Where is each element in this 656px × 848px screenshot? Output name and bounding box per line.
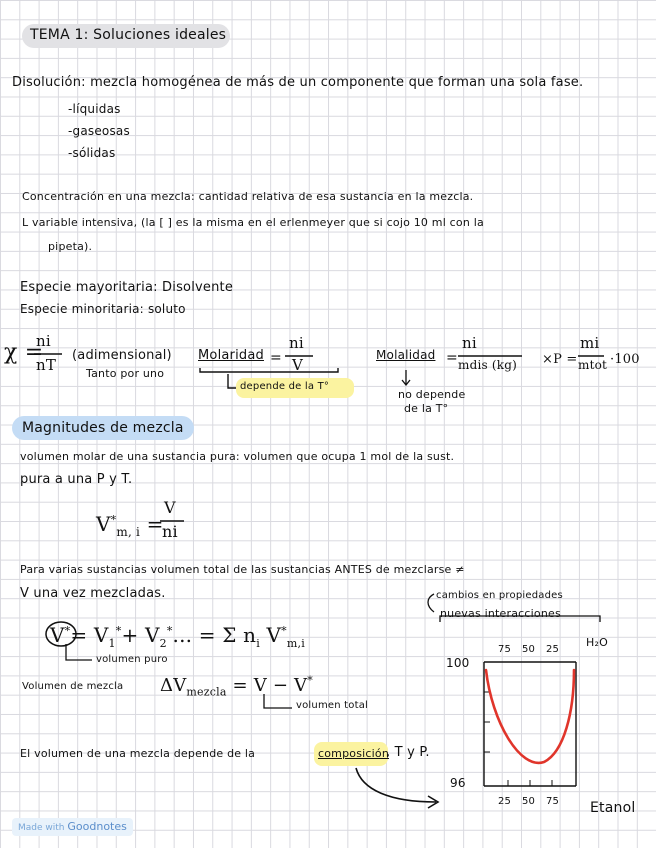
molaridad-numerator: ni: [289, 334, 304, 352]
type-solidas: -sólidas: [68, 146, 116, 160]
no-depende: no depende: [398, 388, 466, 401]
page-title: TEMA 1: Soluciones ideales: [30, 27, 227, 43]
molaridad-equals: =: [270, 350, 282, 366]
volume-composition-graph: [480, 652, 580, 792]
tanto-por-uno-note: Tanto por uno: [86, 367, 165, 380]
composicion-word: composición: [318, 747, 389, 760]
depende-line-post: , T y P.: [386, 745, 430, 760]
molalidad-label: Molalidad: [376, 348, 436, 362]
molalidad-numerator: ni: [462, 334, 477, 352]
delta-formula: $\Delta V_{mezcla} = V - V^*$: [160, 674, 313, 699]
graph-bottom-tick-25: 25: [498, 796, 512, 807]
chi-denominator: nT: [36, 356, 57, 374]
cambios-line2: nuevas interacciones: [440, 607, 561, 620]
graph-curve: [486, 670, 574, 763]
graph-bottom-tick-50: 50: [522, 796, 536, 807]
watermark-small-text: Made with: [18, 823, 65, 833]
depende-de-la-T: depende de la T°: [240, 381, 330, 392]
adimensional-note: (adimensional): [72, 348, 172, 363]
chi-symbol: χ =: [4, 340, 44, 365]
vm-formula-lhs: $V^*_{m, i}$ =: [96, 512, 164, 539]
concentracion-line3: pipeta).: [48, 240, 93, 253]
cambios-line1: cambios en propiedades: [436, 590, 563, 601]
concentracion-line1: Concentración en una mezcla: cantidad relativa de esa sustancia en la mezcla.: [22, 190, 474, 203]
section-heading: Magnitudes de mezcla: [22, 420, 184, 436]
volumen-mezcla-label: Volumen de mezcla: [22, 681, 124, 692]
chi-numerator: ni: [36, 332, 51, 350]
depende-line-pre: El volumen de una mezcla depende de la: [20, 747, 256, 760]
graph-y-bottom: 96: [450, 776, 466, 790]
vm-numerator: V: [164, 498, 176, 517]
volumen-puro-note: volumen puro: [96, 654, 168, 665]
de-la-T: de la T°: [404, 402, 449, 415]
molaridad-fraction-bar: [285, 355, 325, 359]
varias-line2: V una vez mezcladas.: [20, 586, 166, 601]
graph-top-tick-75: 75: [498, 644, 512, 655]
goodnotes-watermark: [12, 818, 133, 836]
graph-top-tick-25: 25: [546, 644, 560, 655]
sum-formula: $V^*= V_1^*+ V_2^*$... = Σ $n_i$ $V^*_{m,i}$: [50, 623, 305, 650]
xP-label: ×P =: [542, 352, 578, 367]
watermark-brand: Goodnotes: [67, 820, 127, 833]
varias-line1: Para varias sustancias volumen total de las sustancias ANTES de mezclarse ≠: [20, 563, 465, 576]
graph-x-label: Etanol: [590, 800, 636, 816]
disolucion-definition: Disolución: mezcla homogénea de más de un componente que forman una sola fase.: [12, 75, 584, 90]
percent-numerator: mi: [580, 334, 600, 352]
times-100: ·100: [610, 352, 640, 367]
graph-y-top: 100: [446, 656, 470, 670]
percent-denominator: mtot: [578, 358, 608, 372]
molaridad-label: Molaridad: [198, 348, 264, 363]
graph-top-tick-50: 50: [522, 644, 536, 655]
composicion-arrow: [350, 764, 450, 814]
molalidad-equals: =: [446, 350, 458, 366]
type-liquidas: -líquidas: [68, 102, 121, 116]
type-gaseosas: -gaseosas: [68, 124, 130, 138]
molalidad-arrow: [398, 370, 418, 388]
molalidad-denominator: mdis (kg): [458, 358, 517, 372]
molaridad-denominator: V: [292, 356, 304, 374]
vm-denominator: ni: [162, 522, 178, 541]
especie-minoritaria: Especie minoritaria: soluto: [20, 302, 186, 316]
volumen-total-note: volumen total: [296, 700, 369, 711]
graph-bottom-tick-75: 75: [546, 796, 560, 807]
volumen-molar-line2: pura a una P y T.: [20, 472, 133, 487]
especie-mayoritaria: Especie mayoritaria: Disolvente: [20, 280, 234, 295]
volumen-molar-line1: volumen molar de una sustancia pura: volumen que ocupa 1 mol de la sust.: [20, 450, 455, 463]
graph-agua-label: H₂O: [586, 636, 608, 649]
concentracion-line2: L variable intensiva, (la [ ] es la misma en el erlenmeyer que si cojo 10 ml con la: [22, 216, 484, 229]
